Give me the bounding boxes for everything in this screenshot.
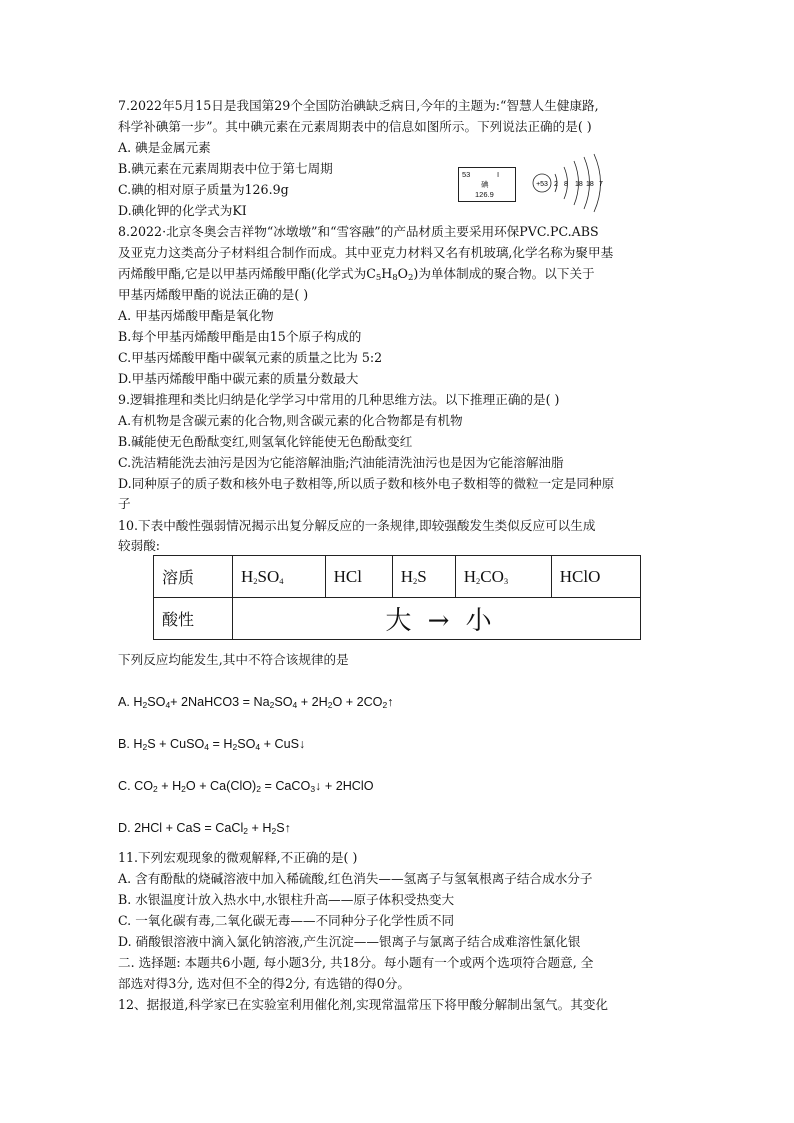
q11-option-d: D. 硝酸银溶液中滴入氯化钠溶液,产生沉淀——银离子与氯离子结合成难溶性氯化银 [118, 934, 581, 949]
q9-option-c: C.洗洁精能洗去油污是因为它能溶解油脂;汽油能清洗油污也是因为它能溶解油脂 [118, 455, 564, 470]
shell-electrons-4: 18 [586, 181, 594, 188]
acid-cell-h2so4: $H_2SO_4$ [233, 556, 326, 598]
shell-electrons-5: 7 [599, 181, 603, 188]
q11-stem: 11.下列宏观现象的微观解释,不正确的是( ) [118, 850, 358, 865]
q7-option-a: A. 碘是金属元素 [118, 140, 211, 155]
q9-option-a: A.有机物是含碳元素的化合物,则含碳元素的化合物都是有机物 [118, 413, 463, 428]
q10-stem-line1: 10.下表中酸性强弱情况揭示出复分解反应的一条规律,即较强酸发生类似反应可以生成 [118, 518, 596, 533]
q9-stem: 9.逻辑推理和类比归纳是化学学习中常用的几种思维方法。以下推理正确的是( ) [118, 392, 560, 407]
q10-option-a: A. $H_2SO_4+$ 2NaHCO3 = $Na_2SO_4 + 2H_2O$ + $2CO_2↑$ [118, 695, 394, 710]
acid-cell-h2co3: $H_2CO_3$ [455, 556, 551, 598]
section2-instructions-line1: 二. 选择题: 本题共6小题, 每小题3分, 共18分。每小题有一个或两个选项符合题意, 全 [118, 955, 594, 970]
element-name: 碘 [481, 180, 489, 189]
q10-question: 下列反应均能发生,其中不符合该规律的是 [118, 652, 349, 667]
q10-option-b: B. $H_2S$ + CuSO$_4$ = $H_2SO_4$ + CuS↓ [118, 737, 306, 752]
q7-stem-line1: 7.2022年5月15日是我国第29个全国防治碘缺乏病日,今年的主题为:“智慧人生健康路, [118, 98, 599, 113]
q8-option-c: C.甲基丙烯酸甲酯中碳氧元素的质量之比为 5:2 [118, 350, 383, 365]
q11-option-b: B. 水银温度计放入热水中,水银柱升高——原子体积受热变大 [118, 892, 455, 907]
atomic-mass: 126.9 [475, 190, 494, 199]
q9-option-d: D.同种原子的质子数和核外电子数相等,所以质子数和核外电子数相等的微粒一定是同种原 [118, 476, 615, 491]
q10-option-d: D. 2HCl + CaS = CaCl$_2$ + $H_2S↑$ [118, 821, 291, 836]
q7-option-c: C.碘的相对原子质量为126.9g [118, 182, 289, 197]
iodine-atom-structure-diagram [530, 152, 610, 214]
shell-electrons-3: 18 [575, 181, 583, 188]
atomic-number: 53 [462, 170, 471, 179]
iodine-element-card [458, 167, 516, 202]
q7-stem-line2: 科学补碘第一步”。其中碘元素在元素周期表中的信息如图所示。下列说法正确的是( ) [118, 119, 592, 134]
q7-option-d: D.碘化钾的化学式为KI [118, 203, 247, 218]
row-label-solute: 溶质 [154, 556, 233, 598]
q12-stem-line1: 12、据报道,科学家已在实验室利用催化剂,实现常温常压下将甲酸分解制出氢气。其变化 [118, 997, 609, 1012]
q11-option-c: C. 一氧化碳有毒,二氧化碳无毒——不同种分子化学性质不同 [118, 913, 455, 928]
acidity-trend: 大 → 小 [233, 598, 641, 640]
q11-option-a: A. 含有酚酞的烧碱溶液中加入稀硫酸,红色消失——氢离子与氢氧根离子结合成水分子 [118, 871, 593, 886]
section2-instructions-line2: 部选对得3分, 选对但不全的得2分, 有选错的得0分。 [118, 976, 410, 991]
element-symbol: I [497, 170, 500, 179]
q7-option-b: B.碘元素在元素周期表中位于第七周期 [118, 161, 333, 176]
q8-option-a: A. 甲基丙烯酸甲酯是氧化物 [118, 308, 274, 323]
q10-option-c: C. $CO_2 + H_2O + Ca(ClO)_2$ = CaCO$_3$↓ + 2HClO [118, 779, 374, 794]
row-label-acidity: 酸性 [154, 598, 233, 640]
nucleus-charge: +53 [536, 181, 548, 188]
q9-option-d-cont: 子 [118, 496, 131, 511]
q8-stem-line3: 丙烯酸甲酯,它是以甲基丙烯酸甲酯(化学式为$C_5H_8O_2$)为单体制成的聚合物。以下关于 [118, 266, 595, 283]
q9-option-b: B.碱能使无色酚酞变红,则氢氧化锌能使无色酚酞变红 [118, 434, 413, 449]
q8-stem-line1: 8.2022·北京冬奥会吉祥物“冰墩墩”和“雪容融”的产品材质主要采用环保PVC.PC.ABS [118, 224, 599, 239]
acid-cell-h2s: $H_2S$ [392, 556, 455, 598]
q10-stem-line2: 较弱酸: [118, 538, 161, 553]
q8-option-d: D.甲基丙烯酸甲酯中碳元素的质量分数最大 [118, 371, 359, 386]
acid-cell-hcl: HCl [325, 556, 392, 598]
table-row-solutes [154, 556, 641, 598]
table-row-acidity [154, 598, 641, 640]
q8-stem-line2: 及亚克力这类高分子材料组合制作而成。其中亚克力材料又名有机玻璃,化学名称为聚甲基 [118, 245, 614, 260]
shell-electrons-1: 2 [554, 181, 558, 188]
q8-option-b: B.每个甲基丙烯酸甲酯是由15个原子构成的 [118, 329, 362, 344]
acidity-table [153, 555, 641, 640]
acid-cell-hclo: HClO [551, 556, 640, 598]
q8-stem-line4: 甲基丙烯酸甲酯的说法正确的是( ) [118, 287, 309, 302]
shell-electrons-2: 8 [564, 181, 568, 188]
